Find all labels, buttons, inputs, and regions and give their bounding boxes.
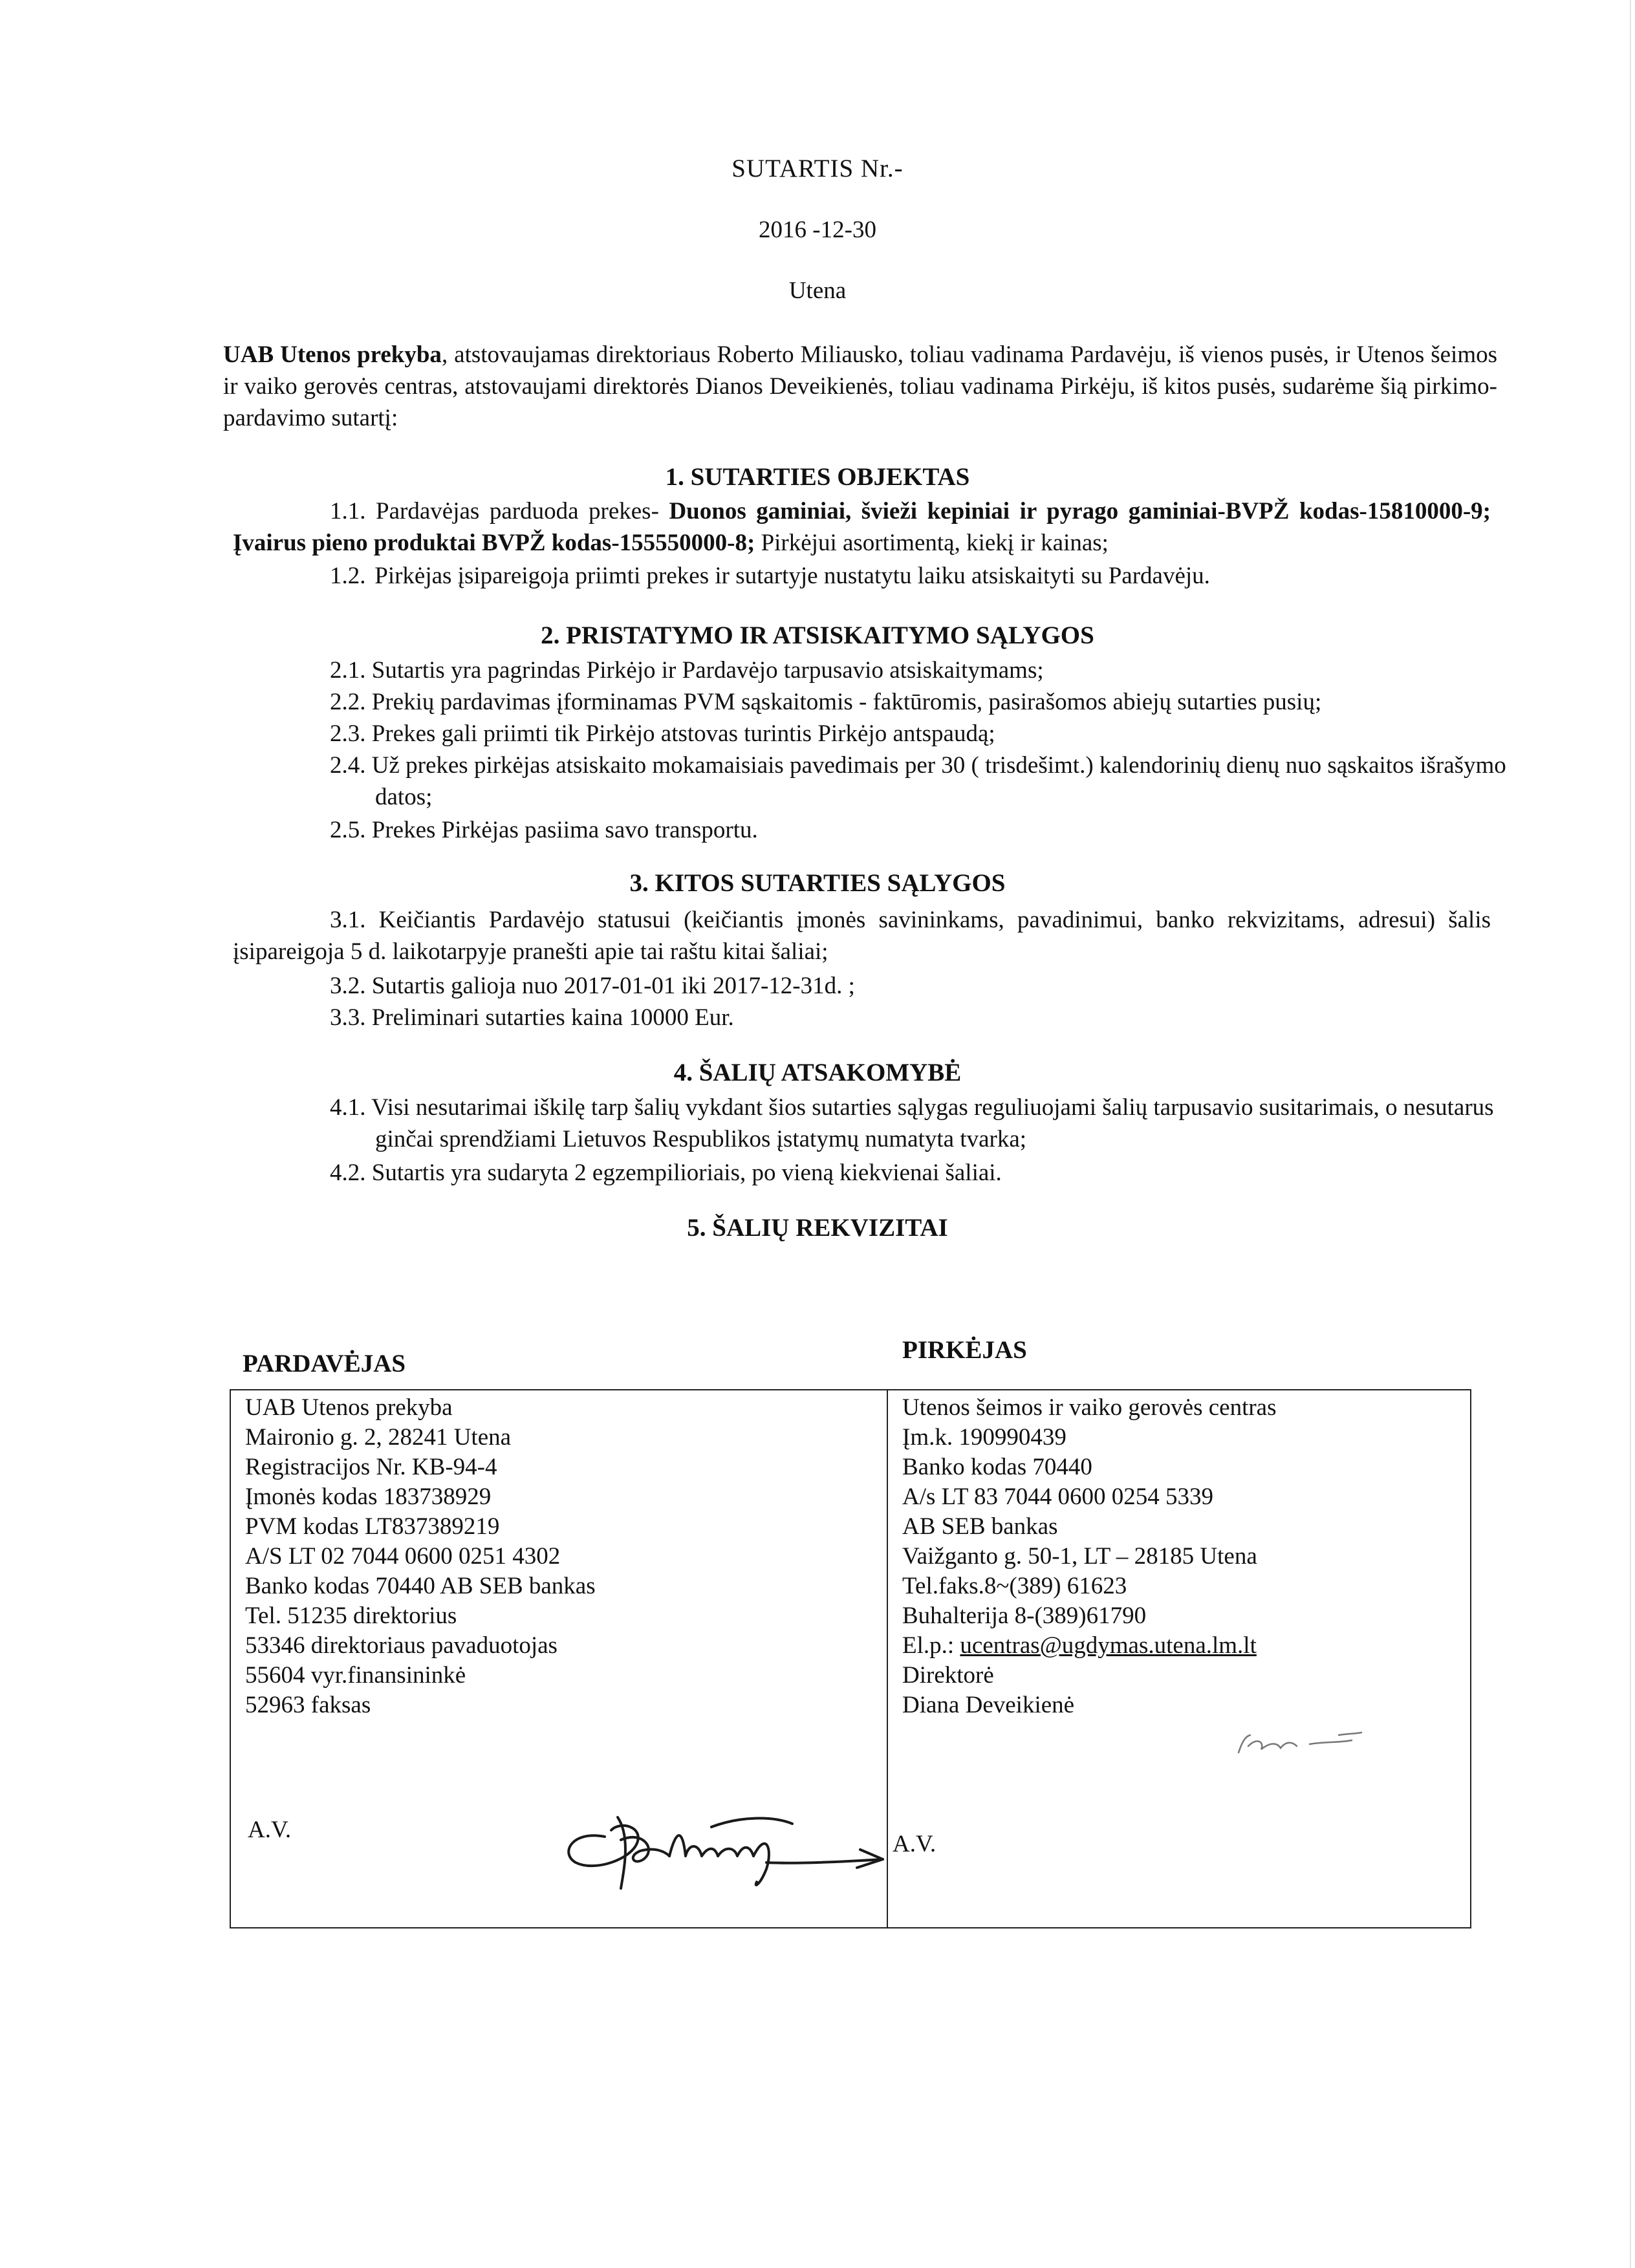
seller-line: UAB Utenos prekyba (245, 1394, 453, 1421)
clause-2-5: 2.5. Prekes Pirkėjas pasiima savo transportu. (330, 817, 758, 843)
seller-line: Registracijos Nr. KB-94-4 (245, 1454, 497, 1480)
seller-stamp-place: A.V. (248, 1817, 292, 1843)
seller-line: Maironio g. 2, 28241 Utena (245, 1424, 512, 1451)
clause-4-2: 4.2. Sutartis yra sudaryta 2 egzempilioriais, po vieną kiekvienai šaliai. (330, 1160, 1002, 1186)
buyer-line: Utenos šeimos ir vaiko gerovės centras (902, 1394, 1277, 1421)
seller-line: 53346 direktoriaus pavaduotojas (245, 1632, 558, 1659)
seller-line: PVM kodas LT837389219 (245, 1513, 500, 1540)
clause-1-1-post: Pirkėjui asortimentą, kiekį ir kainas; (755, 530, 1109, 556)
buyer-heading: PIRKĖJAS (902, 1336, 1027, 1364)
buyer-line: Tel.faks.8~(389) 61623 (902, 1573, 1127, 1599)
document-title: SUTARTIS Nr.- (731, 155, 904, 182)
clause-3-2: 3.2. Sutartis galioja nuo 2017-01-01 iki 2017-12-31d. ; (330, 973, 855, 999)
seller-line: Banko kodas 70440 AB SEB bankas (245, 1573, 596, 1599)
seller-line: 55604 vyr.finansininkė (245, 1662, 466, 1689)
section-1-title: 1. SUTARTIES OBJEKTAS (665, 463, 970, 491)
clause-1-1 (233, 495, 1491, 559)
clause-1-1-num: 1.1. (330, 498, 366, 524)
scan-edge (1630, 0, 1631, 2268)
clause-2-2: 2.2. Prekių pardavimas įforminamas PVM sąskaitomis - faktūromis, pasirašomos abiejų sutarties pusių; (330, 689, 1322, 715)
clause-2-3: 2.3. Prekes gali priimti tik Pirkėjo atstovas turintis Pirkėjo antspaudą; (330, 720, 995, 747)
seller-name-bold: UAB Utenos prekyba (223, 341, 442, 368)
clause-4-1: 4.1. Visi nesutarimai iškilę tarp šalių vykdant šios sutarties sąlygas reguliuojami šalių tarpusavio susitarimais, o nesutarus ginčai sprendžiami Lietuvos Respublikos įstatymų numatyta tvarka; (330, 1094, 1494, 1152)
clause-2-4: 2.4. Už prekes pirkėjas atsiskaito mokamaisiais pavedimais per 30 ( trisdešimt.) kalendorinių dienų nuo sąskaitos išrašymo datos; (330, 752, 1506, 810)
clause-3-3: 3.3. Preliminari sutarties kaina 10000 Eur. (330, 1004, 734, 1031)
seller-signature-icon (559, 1791, 896, 1901)
section-2-title: 2. PRISTATYMO IR ATSISKAITYMO SĄLYGOS (541, 621, 1094, 649)
buyer-name: Diana Deveikienė (902, 1692, 1075, 1718)
clause-1-1-pre: Pardavėjas parduoda prekes- (376, 498, 669, 524)
buyer-line: AB SEB bankas (902, 1513, 1058, 1540)
clause-1-2 (330, 560, 1500, 592)
clause-1-2-text: Pirkėjas įsipareigoja priimti prekes ir sutartyje nustatytu laiku atsiskaityti su Pardavėju. (374, 563, 1210, 589)
buyer-line: A/s LT 83 7044 0600 0254 5339 (902, 1484, 1214, 1510)
buyer-line: Vaižganto g. 50-1, LT – 28185 Utena (902, 1543, 1257, 1570)
seller-heading: PARDAVĖJAS (243, 1350, 406, 1377)
seller-line: Tel. 51235 direktorius (245, 1603, 457, 1629)
document-city: Utena (788, 277, 847, 304)
buyer-email-link[interactable]: ucentras@ugdymas.utena.lm.lt (960, 1632, 1257, 1659)
intro-text: , atstovaujamas direktoriaus Roberto Miliausko, toliau vadinama Pardavėju, iš vienos pusės, ir Utenos šeimos ir vaiko gerovės centras, atstovaujami direktorės Dianos Deveikienės, toliau vadinama Pirkėju, iš kitos pusės, sudarėme šią pirkimo- pardavimo sutartį: (223, 341, 1497, 431)
buyer-line: Buhalterija 8-(389)61790 (902, 1603, 1147, 1629)
buyer-role: Direktorė (902, 1662, 994, 1689)
seller-line: Įmonės kodas 183738929 (245, 1484, 492, 1510)
buyer-email-line (902, 1631, 1456, 1661)
section-4-title: 4. ŠALIŲ ATSAKOMYBĖ (673, 1059, 962, 1086)
buyer-line: Įm.k. 190990439 (902, 1424, 1067, 1451)
clause-3-1: 3.1. Keičiantis Pardavėjo statusui (keičiantis įmonės savininkams, pavadinimui, banko rekvizitams, adresui) šalis įsipareigoja 5 d. laikotarpyje pranešti apie tai raštu kitai šaliai; (233, 907, 1491, 965)
buyer-line: Banko kodas 70440 (902, 1454, 1092, 1480)
seller-line: 52963 faksas (245, 1692, 371, 1718)
clause-1-1-bold: Duonos gaminiai, švieži kepiniai ir pyrago gaminiai-BVPŽ kodas-15810000-9; Įvairus pieno produktai BVPŽ kodas-155550000-8; (233, 498, 1491, 556)
section-5-title: 5. ŠALIŲ REKVIZITAI (687, 1214, 948, 1242)
section-3-title: 3. KITOS SUTARTIES SĄLYGOS (629, 869, 1006, 897)
buyer-signature-icon (1226, 1717, 1394, 1769)
email-prefix: El.p.: (902, 1632, 960, 1659)
intro-paragraph (223, 339, 1497, 434)
seller-line: A/S LT 02 7044 0600 0251 4302 (245, 1543, 561, 1570)
clause-1-2-num: 1.2. (330, 563, 366, 589)
buyer-cell (887, 1390, 1471, 1928)
document-date: 2016 -12-30 (759, 217, 876, 243)
buyer-stamp-place: A.V. (893, 1831, 937, 1857)
clause-2-1: 2.1. Sutartis yra pagrindas Pirkėjo ir Pardavėjo tarpusavio atsiskaitymams; (330, 657, 1044, 684)
